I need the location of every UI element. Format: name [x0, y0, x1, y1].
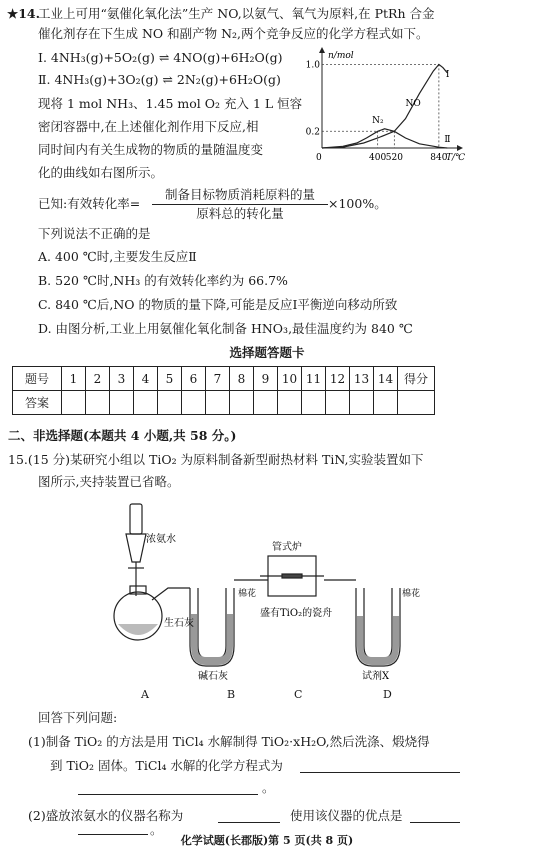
formula-numerator: 制备目标物质消耗原料的量	[164, 187, 315, 202]
q14-line1: 工业上可用“氨催化氧化法”生产 NO,以氨气、氧气为原料,在 PtRh 合金	[38, 6, 435, 21]
question-number-cell: 9	[254, 367, 278, 391]
formula-denominator: 原料总的转化量	[196, 206, 284, 221]
sub-question-1-end: 。	[262, 780, 275, 795]
answer-card-row-numbers	[13, 367, 435, 391]
answer-cell[interactable]	[134, 391, 158, 415]
answer-cell[interactable]	[62, 391, 86, 415]
question-number-cell: 6	[182, 367, 206, 391]
q14-desc-2: 密闭容器中,在上述催化剂作用下反应,相	[38, 119, 259, 134]
question-number-cell: 13	[350, 367, 374, 391]
u-tube-b-inner	[198, 588, 226, 658]
label-quicklime: 生石灰	[164, 618, 194, 629]
option-b[interactable]: B. 520 ℃时,NH₃ 的有效转化率约为 66.7%	[38, 273, 288, 288]
answer-cell[interactable]	[110, 391, 134, 415]
section-heading: 二、非选择题(本题共 4 小题,共 58 分。)	[8, 428, 237, 443]
apparatus-label-a: A	[141, 688, 149, 701]
q15-line1: 15.(15 分)某研究小组以 TiO₂ 为原料制备新型耐热材料 TiN,实验装置如下	[8, 452, 424, 467]
answer-blank-1b[interactable]	[78, 782, 258, 795]
soda-lime-fill	[191, 614, 233, 665]
question-number-14: ★14.	[7, 6, 40, 21]
u-tube-d-inner	[364, 588, 392, 658]
apparatus-label-d: D	[383, 688, 392, 701]
apparatus-diagram	[90, 496, 430, 686]
label-tube-furnace: 管式炉	[272, 542, 302, 553]
apparatus-b	[190, 580, 268, 666]
answer-cell[interactable]	[254, 391, 278, 415]
question-number-cell: 4	[134, 367, 158, 391]
series-line-1	[322, 64, 447, 148]
option-d[interactable]: D. 由图分析,工业上用氨催化氧化制备 HNO₃,最佳温度约为 840 ℃	[38, 321, 413, 336]
question-number-cell: 14	[374, 367, 398, 391]
row-label-number: 题号	[13, 367, 62, 391]
option-a[interactable]: A. 400 ℃时,主要发生反应Ⅱ	[38, 249, 197, 264]
answer-card-table	[12, 366, 435, 415]
apparatus-d	[356, 588, 400, 666]
q15-line2: 图所示,夹持装置已省略。	[38, 474, 180, 489]
formula-prefix: 已知:有效转化率=	[38, 196, 141, 211]
reagent-x-fill	[357, 616, 399, 665]
side-arm	[152, 588, 190, 600]
page-footer: 化学试题(长郡版)第 5 页(共 8 页)	[180, 834, 354, 847]
apparatus-label-c: C	[294, 688, 303, 701]
fraction-bar	[152, 204, 328, 205]
curve-label: Ⅱ	[444, 135, 451, 145]
sub-question-2-b: 使用该仪器的优点是	[290, 808, 403, 823]
score-label: 得分	[398, 367, 435, 391]
answer-cell[interactable]	[350, 391, 374, 415]
question-number-cell: 11	[302, 367, 326, 391]
separatory-funnel	[130, 504, 142, 534]
apparatus-c	[260, 556, 356, 596]
question-number-cell: 1	[62, 367, 86, 391]
chart-x-label: T/℃	[446, 153, 466, 163]
funnel-body	[126, 534, 146, 562]
question-number-cell: 10	[278, 367, 302, 391]
answer-cell[interactable]	[206, 391, 230, 415]
answer-cell[interactable]	[86, 391, 110, 415]
answer-cell[interactable]	[278, 391, 302, 415]
q14-desc-4: 化的曲线如右图所示。	[38, 165, 164, 180]
question-number-cell: 8	[230, 367, 254, 391]
answer-cell[interactable]	[302, 391, 326, 415]
chart-origin: 0	[316, 153, 322, 163]
q14-ask: 下列说法不正确的是	[38, 226, 151, 241]
score-cell[interactable]	[398, 391, 435, 415]
answer-card-title: 选择题答题卡	[229, 345, 305, 360]
y-tick-label: 1.0	[305, 60, 320, 71]
answer-blank-1a[interactable]	[300, 760, 460, 773]
sub-question-1-line1: (1)制备 TiO₂ 的方法是用 TiCl₄ 水解制得 TiO₂·xH₂O,然后洗涤、煅烧得	[28, 734, 430, 749]
curve-label: N₂	[372, 115, 384, 126]
quicklime-fill	[118, 624, 158, 635]
question-number-cell: 3	[110, 367, 134, 391]
x-tick-label: 840	[430, 153, 448, 163]
y-tick-label: 0.2	[305, 127, 320, 138]
q14-desc-3: 同时间内有关生成物的物质的量随温度变	[38, 142, 264, 157]
answer-prompt: 回答下列问题:	[38, 710, 118, 725]
sub-question-2-a: (2)盛放浓氨水的仪器名称为	[28, 808, 184, 823]
porcelain-boat	[282, 574, 302, 578]
x-tick-label: 400	[369, 153, 387, 163]
label-conc-ammonia: 浓氨水	[146, 534, 176, 545]
sub-question-1-line2: 到 TiO₂ 固体。TiCl₄ 水解的化学方程式为	[50, 758, 283, 773]
answer-cell[interactable]	[326, 391, 350, 415]
label-soda-lime: 碱石灰	[198, 671, 228, 682]
option-c[interactable]: C. 840 ℃后,NO 的物质的量下降,可能是反应Ⅰ平衡逆向移动所致	[38, 297, 398, 312]
answer-cell[interactable]	[182, 391, 206, 415]
answer-blank-2a[interactable]	[218, 810, 280, 823]
row-label-answer: 答案	[13, 391, 62, 415]
question-number-cell: 7	[206, 367, 230, 391]
chart-y-label: n/mol	[328, 51, 354, 61]
q14-equation-1: Ⅰ. 4NH₃(g)+5O₂(g) ⇌ 4NO(g)+6H₂O(g)	[38, 50, 283, 65]
curve-label: Ⅰ	[445, 69, 450, 80]
question-number-cell: 5	[158, 367, 182, 391]
q14-equation-2: Ⅱ. 4NH₃(g)+3O₂(g) ⇌ 2N₂(g)+6H₂O(g)	[38, 72, 281, 87]
formula-suffix: ×100%。	[328, 196, 387, 211]
label-reagent-x: 试剂X	[362, 671, 390, 682]
answer-cell[interactable]	[374, 391, 398, 415]
sub-question-2-end: 。	[150, 822, 163, 837]
question-number-cell: 2	[86, 367, 110, 391]
answer-cell[interactable]	[158, 391, 182, 415]
q14-desc-1: 现将 1 mol NH₃、1.45 mol O₂ 充入 1 L 恒容	[38, 96, 303, 111]
x-tick-label: 520	[385, 153, 403, 163]
apparatus-label-b: B	[227, 688, 236, 701]
chart-guides	[322, 64, 439, 148]
answer-blank-2b[interactable]	[410, 810, 460, 823]
label-cotton-2: 棉花	[402, 589, 421, 599]
question-number-cell: 12	[326, 367, 350, 391]
label-tio2-boat: 盛有TiO₂的瓷舟	[260, 608, 333, 619]
temperature-chart	[300, 46, 470, 176]
answer-cell[interactable]	[230, 391, 254, 415]
curve-label: NO	[405, 99, 421, 110]
chart-series	[322, 64, 447, 148]
q14-line2: 催化剂存在下生成 NO 和副产物 N₂,两个竞争反应的化学方程式如下。	[38, 26, 429, 41]
series-line-0	[322, 129, 447, 148]
answer-card-row-answers	[13, 391, 435, 415]
label-cotton-1: 棉花	[238, 589, 257, 599]
